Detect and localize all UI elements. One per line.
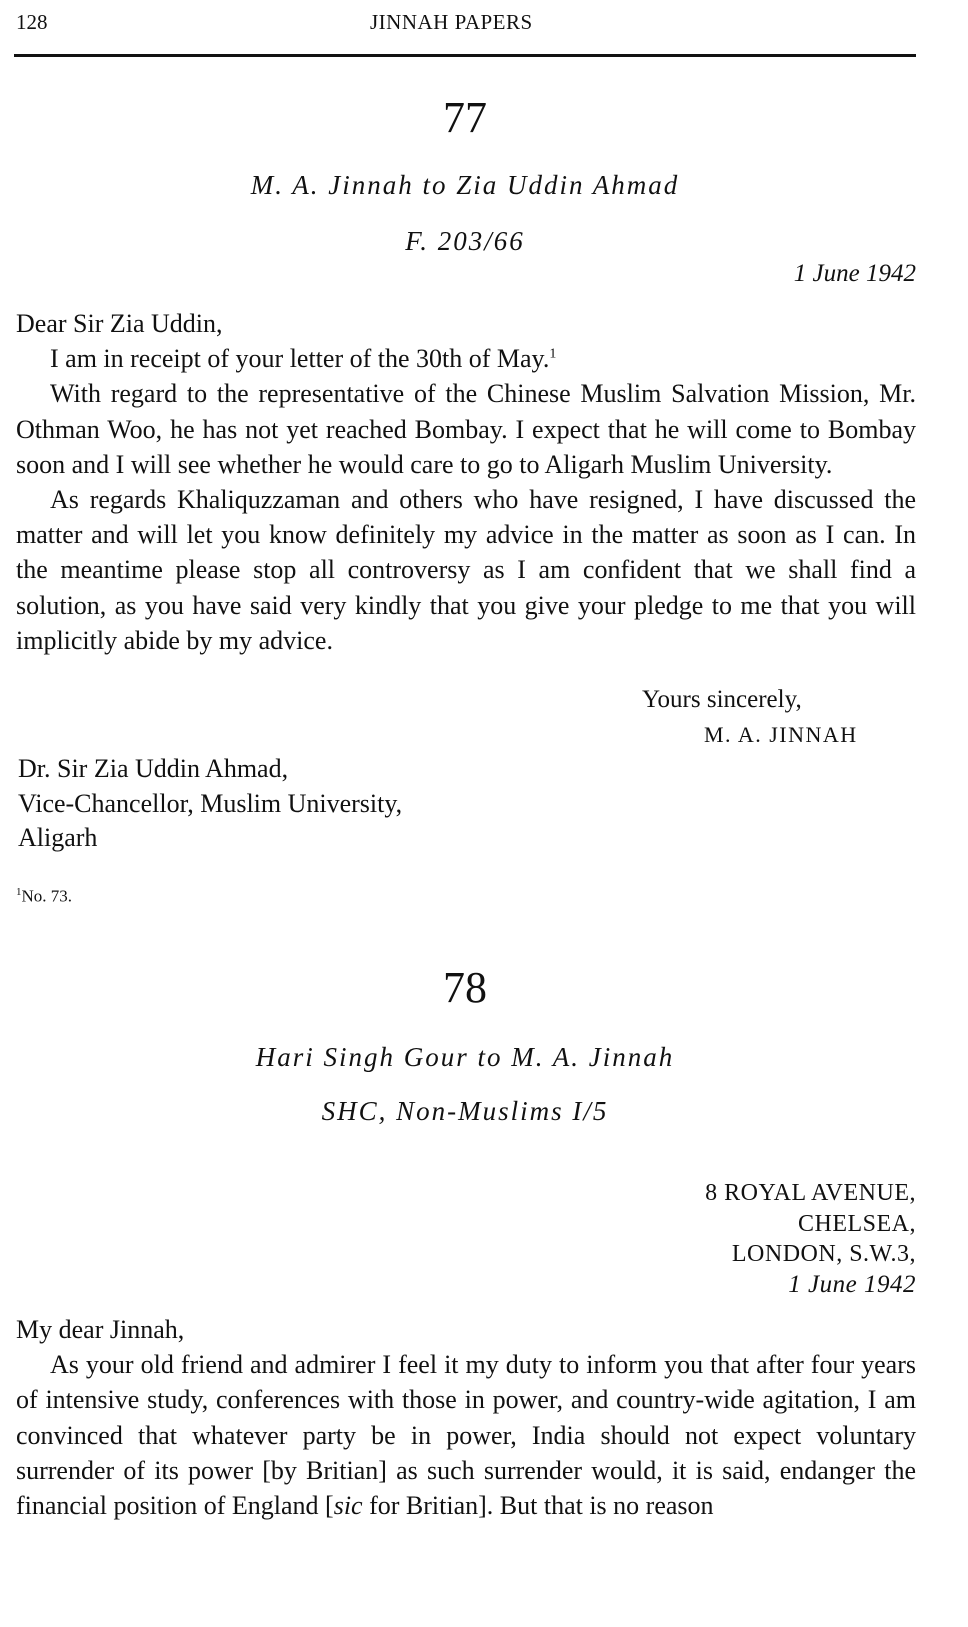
paragraph-77-1 [16, 341, 916, 376]
address-line-3: LONDON, S.W.3, [731, 1241, 916, 1267]
document-number-77: 77 [443, 93, 487, 142]
letter-body-77 [16, 306, 916, 658]
footnote-mark: 1 [16, 886, 22, 898]
footnote-reference: 1 [549, 346, 557, 362]
footnote-77 [16, 886, 72, 907]
letter-body-78 [16, 1312, 916, 1523]
salutation-78: My dear Jinnah, [16, 1315, 185, 1344]
file-reference-77: F. 203/66 [405, 226, 525, 256]
salutation-77: Dear Sir Zia Uddin, [16, 309, 223, 338]
running-title: JINNAH PAPERS [370, 10, 533, 34]
page-number: 128 [16, 10, 48, 34]
document-heading-78: Hari Singh Gour to M. A. Jinnah [255, 1042, 675, 1072]
paragraph-77-2: With regard to the representative of the Chinese Muslim Salvation Mission, Mr. Othman Woo, he has not yet reached Bombay. I expect that he will come to Bombay soon and I will see whether he would care to go to Aligarh Muslim University. [16, 379, 916, 479]
file-reference-78: SHC, Non-Muslims I/5 [321, 1096, 609, 1126]
letter-date-77: 1 June 1942 [793, 260, 916, 287]
paragraph-77-1-text: I am in receipt of your letter of the 30th of May. [50, 344, 550, 374]
sender-address-78 [705, 1178, 916, 1300]
address-line-2: CHELSEA, [798, 1210, 916, 1237]
footnote-text: No. 73. [21, 886, 73, 906]
paragraph-78-1-text-b: for Britian]. But that is no reason [362, 1491, 714, 1521]
sic-annotation: sic [333, 1491, 363, 1521]
signature-77: M. A. JINNAH [704, 722, 858, 747]
addressee-block-77 [18, 752, 402, 856]
header-rule [14, 54, 916, 57]
paragraph-78-1 [16, 1347, 916, 1523]
addressee-line-2: Vice-Chancellor, Muslim University, [18, 788, 403, 818]
document-heading-77: M. A. Jinnah to Zia Uddin Ahmad [250, 170, 680, 200]
paragraph-78-1-text-a: As your old friend and admirer I feel it my duty to inform you that after four years of intensive study, conferences with those in power, and country-wide agitation, I am convinced that whatever party be in power, India should not expect voluntary surrender of its power [by Britian] as such surrender would, it is said, endanger the financial position of England [ [16, 1350, 916, 1521]
page-header [0, 8, 968, 38]
closing-77: Yours sincerely, [642, 686, 802, 713]
document-number-78: 78 [443, 963, 487, 1012]
addressee-line-1: Dr. Sir Zia Uddin Ahmad, [18, 754, 289, 783]
paragraph-77-3: As regards Khaliquzzaman and others who have resigned, I have discussed the matter and will let you know definitely my advice in the matter as soon as I can. In the meantime please stop all controversy as I am confident that we shall find a solution, as you have said very kindly that you give your pledge to me that you will implicitly abide by my advice. [16, 485, 916, 655]
address-line-1: 8 ROYAL AVENUE, [705, 1180, 916, 1206]
letter-date-78: 1 June 1942 [788, 1270, 916, 1298]
addressee-line-3: Aligarh [18, 823, 98, 852]
